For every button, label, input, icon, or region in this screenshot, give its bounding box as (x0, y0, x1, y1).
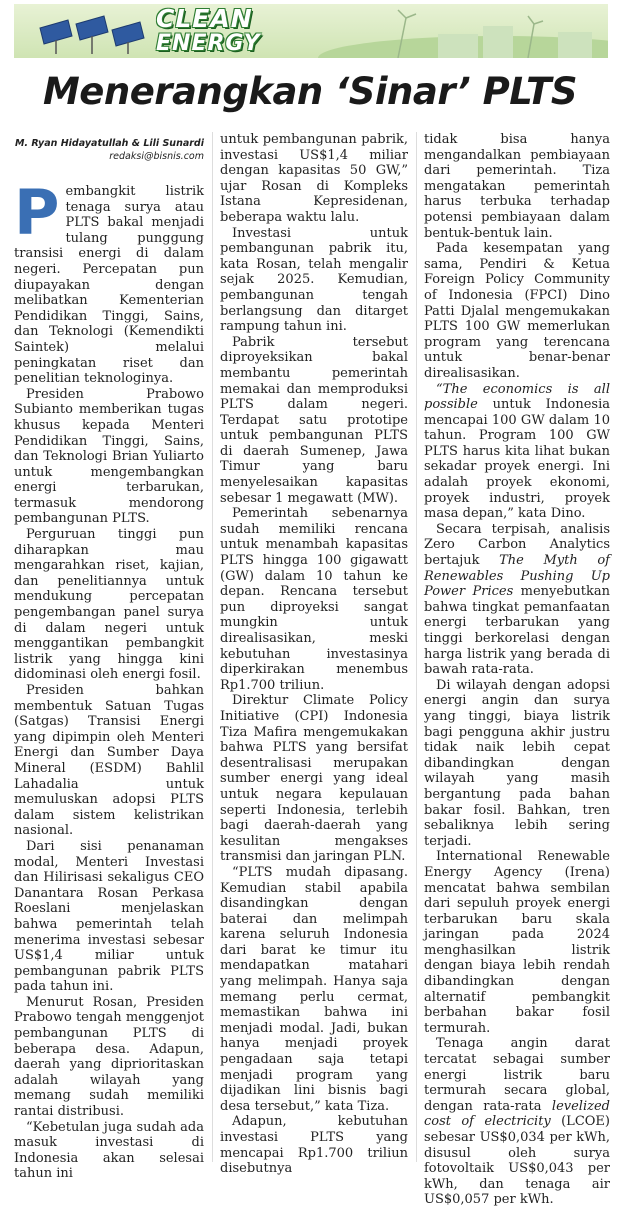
article-paragraph: Menurut Rosan, Presiden Prabowo tengah menggenjot pembangunan PLTS di beberapa desa. Adapun, daerah yang diprioritaskan adalah wilayah yang memang sudah memiliki rantai distribusi. (14, 994, 204, 1120)
article-paragraph (424, 1036, 610, 1208)
article-paragraph (424, 522, 610, 678)
brand-line-1: CLEAN (156, 4, 253, 33)
article-column-3 (424, 132, 610, 1208)
article-column-2 (220, 132, 408, 1177)
headline: Menerangkan ‘Sinar’ PLTS (42, 70, 578, 113)
article-paragraph (424, 382, 610, 522)
article-paragraph: untuk pembangunan pabrik, investasi US$1,4 miliar dengan kapasitas 50 GW,” ujar Rosan di Kompleks Istana Kepresidenan, beberapa waktu lalu. (220, 132, 408, 225)
quote-italic: “The economics is all possible (424, 381, 610, 413)
article-column-1 (14, 176, 204, 1182)
term-italic: levelized cost of electricity (424, 1098, 610, 1130)
section-banner (14, 4, 608, 58)
energy-illustration (278, 4, 608, 58)
article-paragraph: Perguruan tinggi pun diharapkan mau mengarahkan riset, kajian, dan penelitiannya untuk mendukung percepatan pengembangan panel surya di dalam negeri untuk menggantikan pembangkit listrik yang hingga kini didominasi oleh energi fosil. (14, 527, 204, 683)
drop-cap: P (14, 176, 60, 249)
article-paragraph: Dari sisi penanaman modal, Menteri Investasi dan Hilirisasi sekaligus CEO Danantara Rosan Perkasa Roeslani menjelaskan bahwa pemerintah telah menerima investasi sebesar US$1,4 miliar untuk pembangunan pabrik PLTS pada tahun ini. (14, 838, 204, 995)
article-paragraph: Pada kesempatan yang sama, Pendiri & Ketua Foreign Policy Community of Indonesia (FPCI) Dino Patti Djalal mengemukakan PLTS 100 GW memerlukan program yang terencana untuk benar-benar direalisasikan. (424, 241, 610, 381)
byline-authors: M. Ryan Hidayatullah & Lili Sunardi (14, 138, 204, 149)
article-paragraph: Adapun, kebutuhan investasi PLTS yang mencapai Rp1.700 triliun disebutnya (220, 1114, 408, 1177)
byline (14, 137, 204, 163)
column-divider (212, 132, 213, 1162)
article-paragraph: Pabrik tersebut diproyeksikan bakal membantu pemerintah memakai dan memproduksi PLTS dalam negeri. Terdapat satu prototipe untuk pembangunan PLTS di daerah Sumenep, Jawa Timur yang baru menyelesaikan kapasitas sebesar 1 megawatt (MW). (220, 334, 408, 506)
article-paragraph: Di wilayah dengan adopsi energi angin dan surya yang tinggi, biaya listrik bagi pengguna akhir justru tidak naik lebih cepat dibandingkan dengan wilayah yang masih bergantung pada bahan bakar fosil. Bahkan, tren sebaliknya lebih sering terjadi. (424, 677, 610, 849)
article-paragraph: Investasi untuk pembangunan pabrik itu, kata Rosan, telah mengalir sejak 2025. Kemudian, pembangunan tengah berlangsung dan ditarget rampung tahun ini. (220, 225, 408, 335)
article-paragraph (14, 176, 204, 387)
article-paragraph: tidak bisa hanya mengandalkan pembiayaan dari pemerintah. Tiza mengatakan pemerintah harus terbuka terhadap potensi pembiayaan dalam bentuk-bentuk lain. (424, 132, 610, 241)
byline-email: redaksi@bisnis.com (109, 151, 204, 162)
paragraph-text: untuk Indonesia mencapai 100 GW dalam 10 tahun. Program 100 GW PLTS harus kita lihat bukan sekadar proyek energi. Ini adalah proyek ekonomi, proyek industri, proyek masa depan,” kata Dino. (424, 397, 610, 522)
section-brand (156, 6, 261, 55)
article-paragraph: “PLTS mudah dipasang. Kemudian stabil apabila disandingkan dengan baterai dan melimpah karena seluruh Indonesia dari barat ke timur itu mendapatkan matahari yang melimpah. Hanya saja memang perlu cermat, memastikan bahwa ini menjadi modal. Jadi, bukan hanya menjadi proyek pengadaan saja tetapi menjadi program yang dijadikan lini bisnis bagi desa tersebut,” kata Tiza. (220, 864, 408, 1114)
report-title: The Myth of Renewables Pushing Up Power Prices (424, 553, 610, 600)
article-paragraph: Pemerintah sebenarnya sudah memiliki rencana untuk menambah kapasitas PLTS hingga 100 gigawatt (GW) dalam 10 tahun ke depan. Rencana tersebut pun diproyeksi sangat mungkin untuk direalisasikan, meski kebutuhan investasinya diperkirakan menembus Rp1.700 triliun. (220, 506, 408, 693)
solar-panels-illustration (38, 10, 148, 54)
paragraph-text: (LCOE) sebesar US$0,034 per kWh, disusul oleh surya fotovoltaik US$0,043 per kWh, dan tenaga air US$0,057 per kWh. (424, 1114, 610, 1208)
article-paragraph: Direktur Climate Policy Initiative (CPI) Indonesia Tiza Mafira mengemukakan bahwa PLTS yang bersifat desentralisasi merupakan sumber energi yang ideal untuk negara kepulauan seperti Indonesia, terlebih bagi daerah-daerah yang kesulitan mengakses transmisi dan jaringan PLN. (220, 693, 408, 865)
brand-line-2: ENERGY (156, 31, 261, 56)
paragraph-text: Secara terpisah, analisis Zero Carbon Analytics bertajuk (424, 521, 610, 569)
paragraph-text: embangkit listrik tenaga surya atau PLTS bakal menjadi tulang punggung transisi energi di dalam negeri. Percepatan pun diupayakan dengan melibatkan Kementerian Pendidikan Tinggi, Sains, dan Teknologi (Kemendikti Saintek) melalui peningkatan riset dan penelitian teknologinya. (14, 184, 204, 387)
column-divider (416, 132, 417, 1162)
article-paragraph: “Kebetulan juga sudah ada masuk investasi di Indonesia akan selesai tahun ini (14, 1119, 204, 1182)
paragraph-text: Tenaga angin darat tercatat sebagai sumber energi listrik baru termurah secara global, dengan rata-rata (424, 1036, 610, 1114)
article-paragraph: Presiden bahkan membentuk Satuan Tugas (Satgas) Transisi Energi yang dipimpin oleh Menteri Energi dan Sumber Daya Mineral (ESDM) Bahlil Lahadalia untuk memuluskan adopsi PLTS dalam sistem kelistrikan nasional. (14, 683, 204, 839)
paragraph-text: menyebutkan bahwa tingkat pemanfaatan energi terbarukan yang tinggi berkorelasi dengan harga listrik yang berada di bawah rata-rata. (424, 584, 610, 678)
article-paragraph: International Renewable Energy Agency (Irena) mencatat bahwa sembilan dari sepuluh proyek energi terbarukan baru skala jaringan pada 2024 menghasilkan listrik dengan biaya lebih rendah dibandingkan dengan alternatif pembangkit berbahan bakar fosil termurah. (424, 849, 610, 1036)
article-paragraph: Presiden Prabowo Subianto memberikan tugas khusus kepada Menteri Pendidikan Tinggi, Sains, dan Teknologi Brian Yuliarto untuk mengembangkan energi terbarukan, termasuk mendorong pembangunan PLTS. (14, 386, 204, 527)
